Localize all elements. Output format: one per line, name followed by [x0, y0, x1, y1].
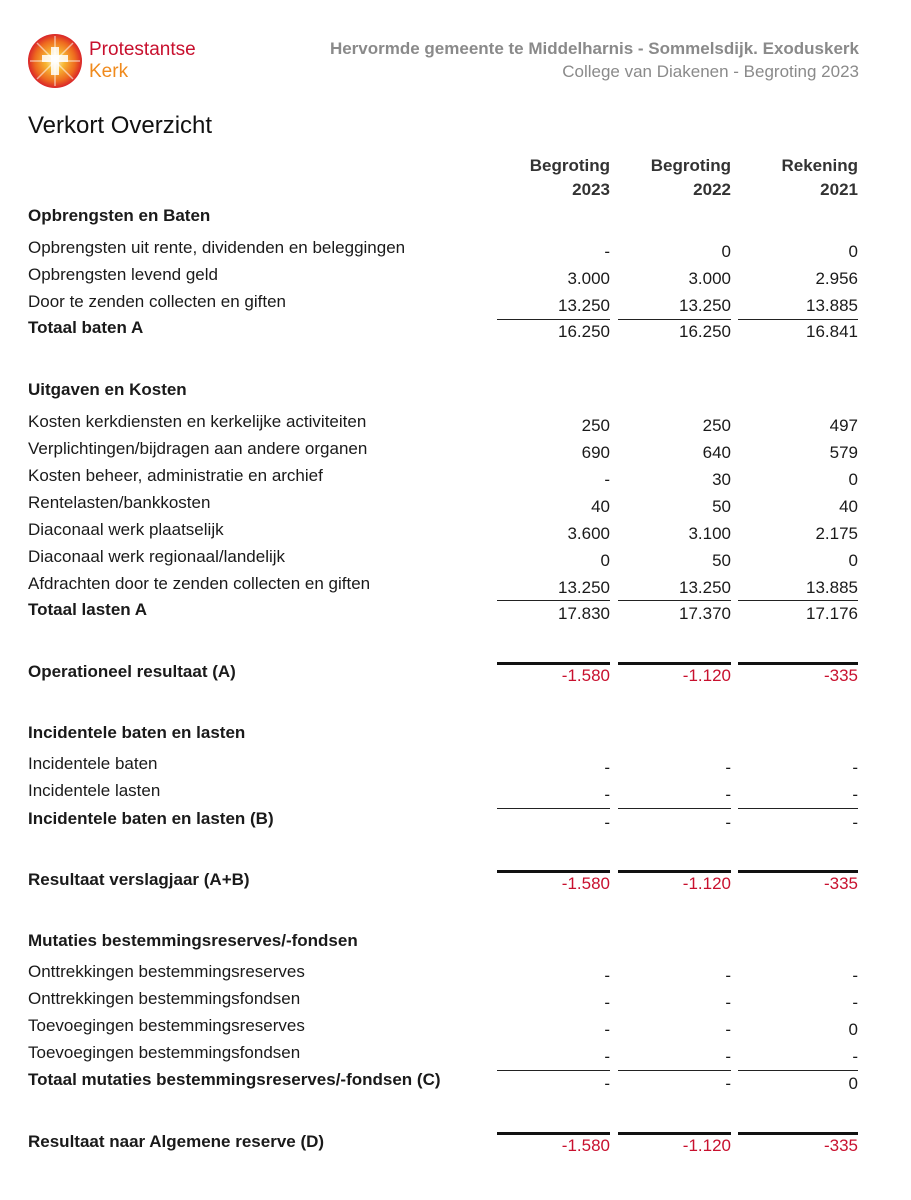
value-cell: - — [604, 758, 610, 777]
table-row — [0, 754, 911, 781]
row-label: Diaconaal werk regionaal/landelijk — [28, 547, 286, 566]
table-row — [0, 1043, 911, 1070]
total-rule — [497, 870, 610, 873]
value-cell: - — [604, 813, 610, 832]
value-cell: - — [725, 1020, 731, 1039]
row-label: Verplichtingen/bijdragen aan andere organen — [28, 439, 368, 458]
row-label: Incidentele baten en lasten (B) — [28, 809, 274, 828]
row-label: Kosten beheer, administratie en archief — [28, 466, 323, 485]
table-row — [0, 206, 911, 233]
value-cell: -1.120 — [682, 874, 731, 893]
row-label: Opbrengsten en Baten — [28, 206, 211, 225]
value-cell: 17.370 — [679, 604, 731, 623]
value-cell: -1.120 — [682, 666, 731, 685]
value-cell: 3.100 — [688, 524, 731, 543]
table-row — [0, 493, 911, 520]
value-cell: 40 — [591, 497, 610, 516]
logo-line-1: Protestantse — [89, 39, 196, 60]
value-cell: -335 — [823, 874, 858, 893]
table-row — [0, 931, 911, 958]
value-cell: 13.250 — [679, 578, 731, 597]
logo-line-2: Kerk — [89, 61, 129, 82]
page-title: Verkort Overzicht — [28, 112, 213, 139]
total-rule — [618, 600, 731, 601]
row-label: Toevoegingen bestemmingsreserves — [28, 1016, 305, 1035]
table-row — [0, 1070, 911, 1097]
church-logo — [27, 33, 196, 89]
value-cell: 250 — [702, 416, 731, 435]
table-row — [0, 547, 911, 574]
value-cell: - — [604, 470, 610, 489]
value-cell: 16.250 — [558, 322, 610, 341]
table-row — [0, 989, 911, 1016]
total-rule — [738, 1132, 858, 1135]
value-cell: 30 — [712, 470, 731, 489]
value-cell: - — [852, 1047, 858, 1066]
row-label: Onttrekkingen bestemmingsreserves — [28, 962, 305, 981]
value-cell: 17.830 — [558, 604, 610, 623]
row-label: Uitgaven en Kosten — [28, 380, 187, 399]
total-rule — [497, 319, 610, 320]
row-label: Operationeel resultaat (A) — [28, 662, 236, 681]
value-cell: 3.000 — [688, 269, 731, 288]
value-cell: - — [725, 1047, 731, 1066]
value-cell: 13.250 — [558, 296, 610, 315]
table-row — [0, 1132, 911, 1159]
total-rule — [738, 808, 858, 809]
document-header — [330, 37, 859, 83]
total-rule — [618, 1070, 731, 1071]
value-cell: 497 — [829, 416, 858, 435]
table-row — [0, 439, 911, 466]
total-rule — [738, 600, 858, 601]
table-row — [0, 809, 911, 836]
value-cell: 3.600 — [567, 524, 610, 543]
column-header-rekening-2021: Rekening 2021 — [781, 156, 858, 199]
row-label: Totaal baten A — [28, 318, 144, 337]
total-rule — [738, 319, 858, 320]
row-label: Door te zenden collecten en giften — [28, 292, 287, 311]
value-cell: 0 — [848, 1020, 858, 1039]
value-cell: - — [852, 758, 858, 777]
row-label: Resultaat verslagjaar (A+B) — [28, 870, 250, 889]
value-cell: 0 — [848, 1074, 858, 1093]
total-rule — [618, 870, 731, 873]
organization-name: Hervormde gemeente te Middelharnis - Sommelsdijk. Exoduskerk — [329, 39, 859, 58]
row-label: Toevoegingen bestemmingsfondsen — [28, 1043, 301, 1062]
row-label: Diaconaal werk plaatselijk — [28, 520, 224, 539]
table-row — [0, 1016, 911, 1043]
table-row — [0, 574, 911, 601]
value-cell: - — [852, 785, 858, 804]
value-cell: - — [852, 993, 858, 1012]
table-row — [0, 723, 911, 750]
value-cell: 3.000 — [567, 269, 610, 288]
value-cell: - — [604, 966, 610, 985]
table-row — [0, 292, 911, 319]
column-header-begroting-2022: Begroting 2022 — [650, 156, 731, 199]
value-cell: 13.885 — [806, 578, 858, 597]
value-cell: 13.250 — [558, 578, 610, 597]
value-cell: 0 — [848, 551, 858, 570]
value-cell: - — [725, 1074, 731, 1093]
total-rule — [497, 1132, 610, 1135]
table-row — [0, 662, 911, 689]
row-label: Opbrengsten levend geld — [28, 265, 218, 284]
total-rule — [618, 319, 731, 320]
value-cell: 690 — [581, 443, 610, 462]
total-rule — [738, 662, 858, 665]
column-header-begroting-2023: Begroting 2023 — [529, 156, 610, 199]
value-cell: 640 — [702, 443, 731, 462]
value-cell: -1.580 — [561, 1136, 610, 1155]
table-row — [0, 962, 911, 989]
value-cell: - — [604, 785, 610, 804]
value-cell: -335 — [823, 1136, 858, 1155]
row-label: Incidentele baten en lasten — [28, 723, 246, 742]
row-label: Onttrekkingen bestemmingsfondsen — [28, 989, 301, 1008]
value-cell: - — [852, 813, 858, 832]
value-cell: - — [604, 1020, 610, 1039]
value-cell: - — [604, 1047, 610, 1066]
total-rule — [738, 1070, 858, 1071]
value-cell: 16.841 — [806, 322, 858, 341]
total-rule — [497, 1070, 610, 1071]
row-label: Afdrachten door te zenden collecten en giften — [28, 574, 371, 593]
row-label: Rentelasten/bankkosten — [28, 493, 211, 512]
value-cell: 50 — [712, 551, 731, 570]
value-cell: - — [725, 993, 731, 1012]
total-rule — [497, 600, 610, 601]
value-cell: 0 — [721, 242, 731, 261]
value-cell: 579 — [829, 443, 858, 462]
value-cell: 0 — [848, 470, 858, 489]
table-row — [0, 520, 911, 547]
table-row — [0, 265, 911, 292]
value-cell: 250 — [581, 416, 610, 435]
value-cell: - — [725, 758, 731, 777]
row-label: Kosten kerkdiensten en kerkelijke activiteiten — [28, 412, 367, 431]
value-cell: - — [604, 1074, 610, 1093]
row-label: Incidentele lasten — [28, 781, 161, 800]
value-cell: 16.250 — [679, 322, 731, 341]
value-cell: -1.120 — [682, 1136, 731, 1155]
value-cell: - — [604, 993, 610, 1012]
value-cell: - — [852, 966, 858, 985]
value-cell: -1.580 — [561, 666, 610, 685]
value-cell: -335 — [823, 666, 858, 685]
row-label: Totaal lasten A — [28, 600, 148, 619]
table-row — [0, 238, 911, 265]
logo-wordmark — [89, 39, 196, 83]
value-cell: - — [604, 242, 610, 261]
value-cell: 40 — [839, 497, 858, 516]
row-label: Totaal mutaties bestemmingsreserves/-fondsen (C) — [28, 1070, 441, 1089]
value-cell: 17.176 — [806, 604, 858, 623]
value-cell: 13.250 — [679, 296, 731, 315]
table-row — [0, 380, 911, 407]
table-row — [0, 781, 911, 808]
table-row — [0, 412, 911, 439]
value-cell: 2.175 — [815, 524, 858, 543]
value-cell: 0 — [600, 551, 610, 570]
row-label: Incidentele baten — [28, 754, 158, 773]
total-rule — [618, 808, 731, 809]
value-cell: 0 — [848, 242, 858, 261]
table-row — [0, 318, 911, 345]
row-label: Opbrengsten uit rente, dividenden en beleggingen — [28, 238, 406, 257]
table-row — [0, 870, 911, 897]
value-cell: - — [725, 813, 731, 832]
total-rule — [738, 870, 858, 873]
value-cell: 13.885 — [806, 296, 858, 315]
document-subtitle: College van Diakenen - Begroting 2023 — [562, 62, 859, 81]
total-rule — [618, 1132, 731, 1135]
value-cell: 50 — [712, 497, 731, 516]
value-cell: 2.956 — [815, 269, 858, 288]
row-label: Mutaties bestemmingsreserves/-fondsen — [28, 931, 358, 950]
table-row — [0, 466, 911, 493]
value-cell: - — [725, 785, 731, 804]
protestantse-kerk-logo-icon — [27, 33, 83, 89]
total-rule — [618, 662, 731, 665]
value-cell: - — [725, 966, 731, 985]
row-label: Resultaat naar Algemene reserve (D) — [28, 1132, 325, 1151]
total-rule — [497, 808, 610, 809]
table-row — [0, 600, 911, 627]
total-rule — [497, 662, 610, 665]
value-cell: -1.580 — [561, 874, 610, 893]
